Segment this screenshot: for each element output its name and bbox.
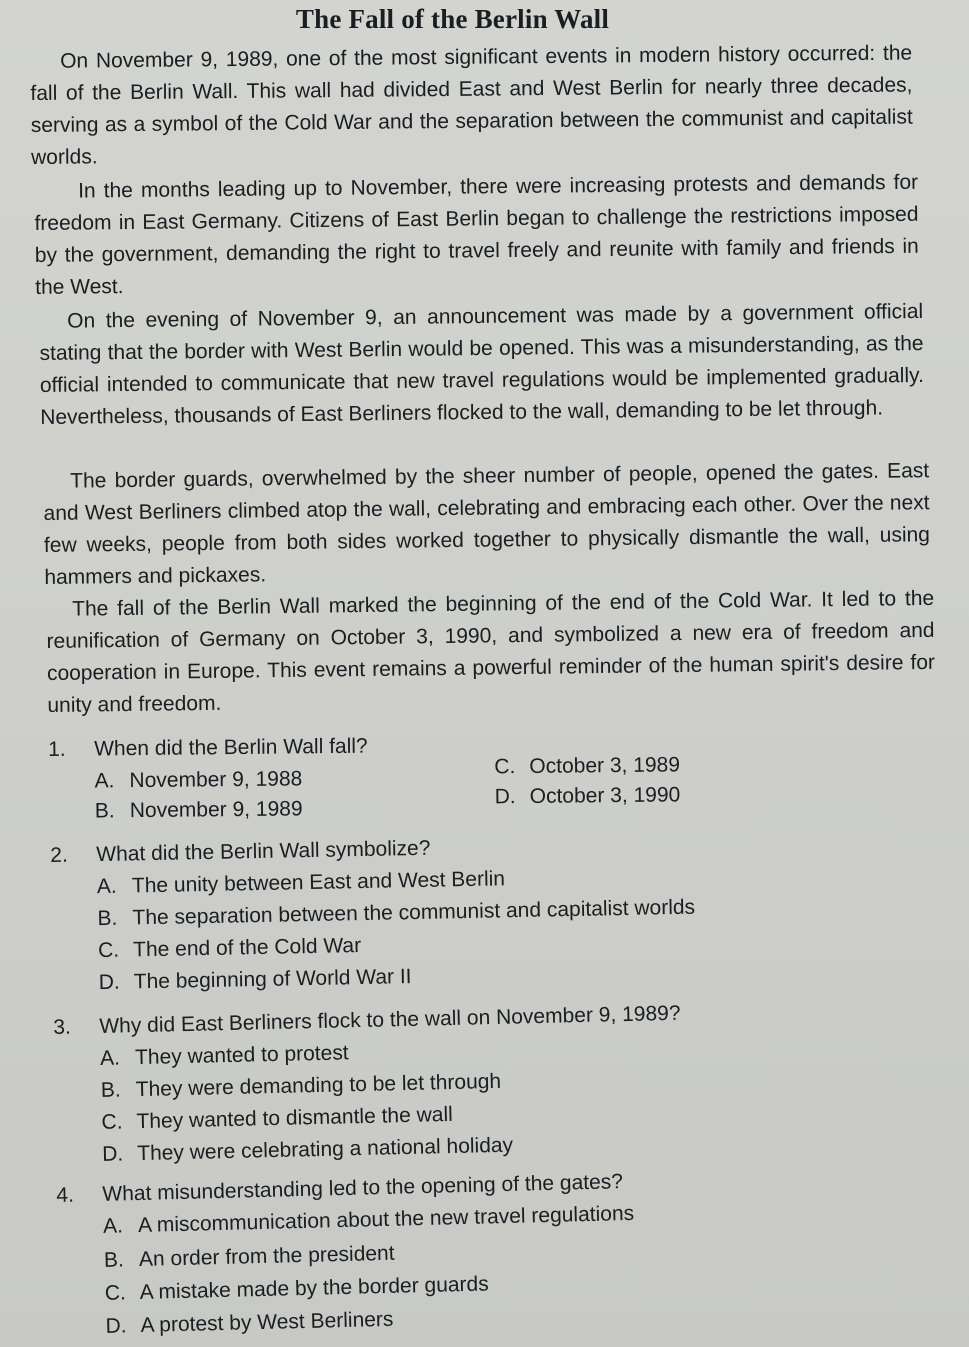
option-d — [98, 961, 411, 998]
option-a — [94, 763, 302, 796]
option-letter: C. — [97, 938, 120, 963]
option-text: A protest by West Berliners — [140, 1307, 394, 1337]
option-letter: D. — [105, 1314, 127, 1338]
option-letter: A. — [99, 1046, 121, 1070]
question-stem: What did the Berlin Wall symbolize? — [96, 836, 431, 867]
option-c — [98, 930, 362, 966]
option-letter: C. — [104, 1281, 127, 1305]
question-number: 3. — [53, 1015, 72, 1039]
option-letter: C. — [101, 1110, 123, 1134]
option-text: They were demanding to be let through — [135, 1069, 502, 1102]
option-letter: B. — [97, 906, 118, 931]
option-text: The separation between the communist and capitalist worlds — [132, 895, 696, 930]
option-text: A mistake made by the border guards — [139, 1272, 489, 1304]
question-4 — [56, 1163, 760, 1340]
option-letter: B. — [100, 1078, 121, 1102]
option-c — [494, 749, 680, 782]
option-text: A miscommunication about the new travel regulations — [137, 1201, 635, 1238]
option-text: They wanted to dismantle the wall — [136, 1102, 454, 1134]
paragraph-4: The border guards, overwhelmed by the sheer number of people, opened the gates. East and West Berliners climbed atop the wall, celebrating and embracing each other. Over the next few weeks, people from both sides worked together to physically dismantle the wall, using hammers and pickaxes. — [43, 459, 931, 589]
option-text: They wanted to protest — [134, 1041, 349, 1070]
option-letter: A. — [102, 1214, 124, 1238]
option-letter: D. — [101, 1142, 124, 1166]
question-stem: What misunderstanding led to the opening of the gates? — [102, 1170, 624, 1206]
option-text: The end of the Cold War — [132, 934, 362, 962]
option-d — [105, 1304, 394, 1342]
option-text: November 9, 1989 — [129, 797, 303, 823]
option-letter: B. — [94, 799, 115, 823]
option-letter: A. — [94, 769, 115, 793]
option-text: October 3, 1990 — [529, 783, 681, 808]
question-stem: When did the Berlin Wall fall? — [94, 734, 368, 761]
page-title: The Fall of the Berlin Wall — [295, 4, 610, 34]
option-text: An order from the president — [138, 1241, 395, 1271]
question-1 — [48, 727, 749, 834]
question-stem: Why did East Berliners flock to the wall on November 9, 1989? — [99, 1001, 681, 1038]
paragraph-2: In the months leading up to November, there were increasing protests and demands for freedom in East Germany. Citizens of East Berlin began to challenge the restrictions imposed by the government, demanding the right to travel freely and reunite with family and friends in the West. — [34, 170, 919, 299]
option-letter: B. — [103, 1248, 125, 1272]
question-3 — [53, 996, 756, 1166]
option-letter: D. — [494, 785, 516, 809]
question-number: 2. — [50, 843, 69, 867]
question-number: 1. — [48, 737, 66, 761]
paragraph-5: The fall of the Berlin Wall marked the beginning of the end of the Cold War. It led to the reunification of Germany on October 3, 1990, and symbolized a new era of freedom and cooperation in Europe. This event remains a powerful reminder of the human spirit's desire for unity and freedom. — [46, 586, 936, 717]
option-text: October 3, 1989 — [529, 753, 681, 778]
paragraph-1: On November 9, 1989, one of the most significant events in modern history occurred: the fall of the Berlin Wall. This wall had divided East and West Berlin for nearly three decades, serving as a symbol of the Cold War and the separation between the communist and capitalist worlds. — [30, 41, 913, 169]
option-letter: C. — [494, 755, 516, 779]
question-number: 4. — [56, 1183, 75, 1207]
option-b — [95, 793, 303, 826]
option-text: The unity between East and West Berlin — [131, 867, 506, 898]
option-letter: A. — [96, 874, 117, 899]
option-d — [495, 779, 681, 812]
question-2 — [50, 827, 753, 995]
option-c — [104, 1268, 489, 1308]
option-text: The beginning of World War II — [133, 965, 412, 994]
option-a — [100, 1037, 349, 1074]
option-b — [104, 1238, 395, 1276]
option-letter: D. — [98, 970, 120, 995]
paragraph-3: On the evening of November 9, an announcement was made by a government official stating that the border with West Berlin would be opened. This was a misunderstanding, as the official intended to communicate that new travel regulations would be implemented gradually. Nevertheless, thousands of East Berliners flocked to the wall, demanding to be let through. — [39, 299, 924, 429]
option-text: November 9, 1988 — [129, 767, 303, 793]
option-text: They were celebrating a national holiday — [136, 1133, 514, 1166]
